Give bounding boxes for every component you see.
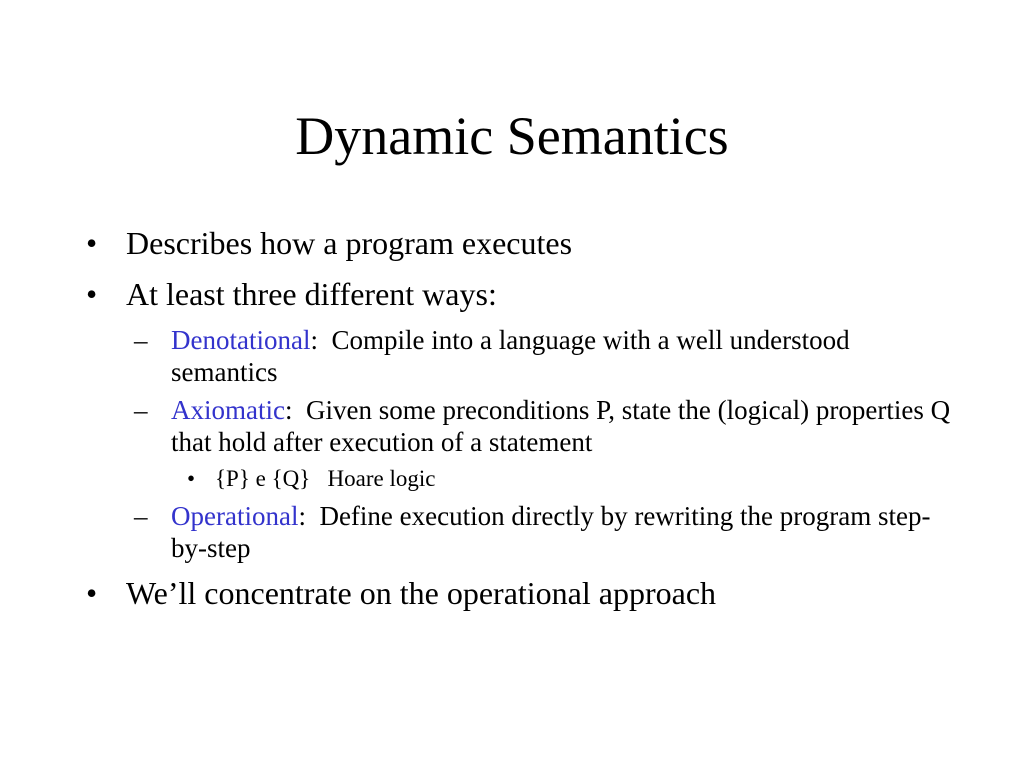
term-axiomatic: Axiomatic	[171, 395, 285, 425]
bullet-marker-icon: •	[86, 225, 98, 261]
bullet-text: Describes how a program executes	[126, 225, 573, 261]
bullet-item-ways	[0, 275, 986, 313]
bullet-text: At least three different ways:	[126, 276, 497, 312]
bullet-marker-icon: •	[86, 276, 98, 312]
subbullet-item-axiomatic	[0, 394, 961, 458]
slide-title: Dynamic Semantics	[295, 106, 729, 166]
denotational-description: : Compile into a language with a well understood semantics	[171, 325, 857, 387]
subbullet-item-denotational	[0, 324, 961, 388]
hoare-logic-text: {P} e {Q} Hoare logic	[215, 466, 436, 491]
slide-content	[0, 224, 1024, 625]
bullet-text: We’ll concentrate on the operational approach	[126, 575, 717, 611]
bullet-item-describes	[0, 224, 986, 262]
term-operational: Operational	[171, 501, 299, 531]
term-denotational: Denotational	[171, 325, 311, 355]
subbullet-list	[0, 324, 1024, 564]
bullet-marker-icon: •	[86, 575, 98, 611]
operational-description: : Define execution directly by rewriting the program step-by-step	[171, 501, 931, 563]
dash-marker-icon: –	[134, 501, 148, 531]
subbullet-item-operational	[0, 500, 961, 564]
small-bullet-marker-icon: •	[187, 466, 196, 491]
bullet-item-concentrate	[0, 574, 986, 612]
dash-marker-icon: –	[134, 325, 148, 355]
dash-marker-icon: –	[134, 395, 148, 425]
subsubbullet-item-hoare	[0, 464, 955, 494]
axiomatic-description: : Given some preconditions P, state the (logical) properties Q that hold after execution of a statement	[171, 395, 957, 457]
